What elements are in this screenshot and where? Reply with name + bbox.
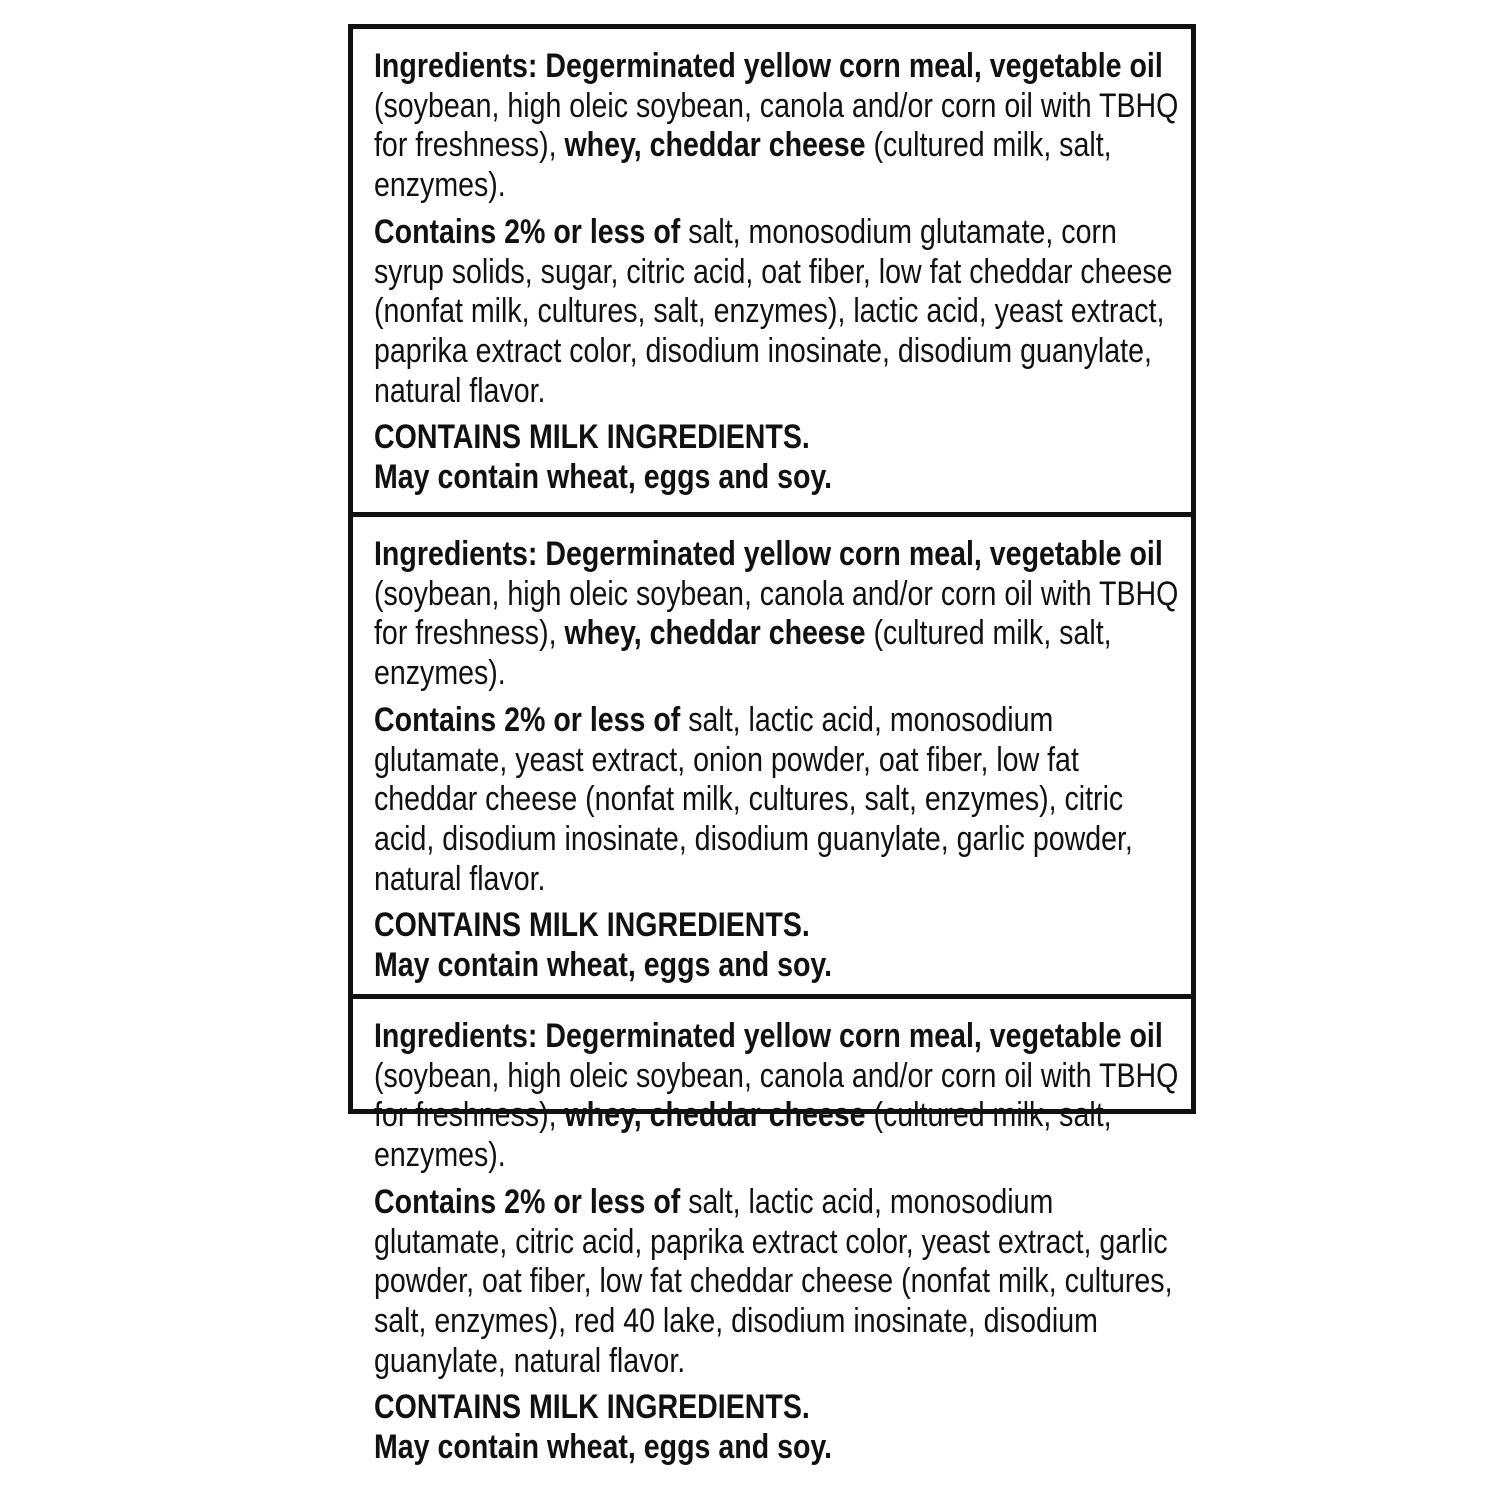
- cheese-detail: (cultured milk, salt, enzymes).: [374, 126, 1112, 205]
- minor-ingredients-list: salt, lactic acid, monosodium glutamate, citric acid, paprika extract color, yeast extract, garlic powder, oat fiber, low fat cheddar cheese (nonfat milk, cultures, salt, enzymes), red 40 lake, disodium inosinate, disodium guanylate, natural flavor.: [374, 1182, 1173, 1380]
- cheddar-cheese-label: cheddar cheese: [649, 614, 866, 653]
- may-contain-text: May contain wheat, eggs and soy.: [374, 1428, 833, 1467]
- ingredients-lead: Ingredients: Degerminated yellow corn meal,: [374, 535, 982, 573]
- contains-milk-text: CONTAINS MILK INGREDIENTS.: [374, 418, 810, 457]
- cheddar-cheese-label: cheddar cheese: [649, 1096, 866, 1135]
- whey-label: whey,: [564, 1096, 642, 1135]
- ingredients-lead: Ingredients: Degerminated yellow corn meal,: [374, 47, 982, 85]
- main-ingredients-text: [374, 1017, 1180, 1176]
- ingredients-lead: Ingredients: Degerminated yellow corn meal,: [374, 1017, 982, 1055]
- oil-detail: (soybean, high oleic soybean, canola and/or corn oil with TBHQ for freshness),: [374, 574, 1179, 653]
- minor-ingredients-text: [374, 701, 1180, 900]
- vegetable-oil-label: vegetable oil: [989, 47, 1163, 85]
- cheese-detail: (cultured milk, salt, enzymes).: [374, 1096, 1112, 1175]
- main-ingredients-text: [374, 535, 1180, 694]
- minor-ingredients-list: salt, lactic acid, monosodium glutamate, yeast extract, onion powder, oat fiber, low fat cheddar cheese (nonfat milk, cultures, salt, enzymes), citric acid, disodium inosinate, disodium guanylate, garlic powder, natural flavor.: [374, 700, 1133, 898]
- main-ingredients-text: [374, 47, 1180, 206]
- ingredients-label: [348, 24, 1196, 1467]
- minor-ingredients-text: [374, 213, 1180, 412]
- ingredient-panel-2: [353, 512, 1191, 994]
- contains-milk-text: CONTAINS MILK INGREDIENTS.: [374, 1388, 810, 1427]
- vegetable-oil-label: vegetable oil: [989, 535, 1163, 573]
- cheddar-cheese-label: cheddar cheese: [649, 126, 866, 165]
- minor-ingredients-lead: Contains 2% or less of: [374, 1182, 681, 1221]
- may-contain-text: May contain wheat, eggs and soy.: [374, 946, 833, 985]
- minor-ingredients-lead: Contains 2% or less of: [374, 700, 681, 739]
- allergen-statement: [374, 1388, 1180, 1467]
- ingredient-panel-1: [353, 29, 1191, 512]
- contains-milk-text: CONTAINS MILK INGREDIENTS.: [374, 906, 810, 945]
- whey-label: whey,: [564, 614, 642, 653]
- cheese-detail: (cultured milk, salt, enzymes).: [374, 614, 1112, 693]
- minor-ingredients-text: [374, 1183, 1180, 1382]
- vegetable-oil-label: vegetable oil: [989, 1017, 1163, 1055]
- minor-ingredients-list: salt, monosodium glutamate, corn syrup solids, sugar, citric acid, oat fiber, low fat cheddar cheese (nonfat milk, cultures, salt, enzymes), lactic acid, yeast extract, paprika extract color, disodium inosinate, disodium guanylate, natural flavor.: [374, 212, 1173, 410]
- allergen-statement: [374, 418, 1180, 497]
- may-contain-text: May contain wheat, eggs and soy.: [374, 458, 833, 497]
- oil-detail: (soybean, high oleic soybean, canola and/or corn oil with TBHQ for freshness),: [374, 1056, 1179, 1135]
- allergen-statement: [374, 906, 1180, 985]
- minor-ingredients-lead: Contains 2% or less of: [374, 212, 681, 251]
- ingredient-panel-3: [353, 994, 1191, 1467]
- oil-detail: (soybean, high oleic soybean, canola and/or corn oil with TBHQ for freshness),: [374, 86, 1179, 165]
- whey-label: whey,: [564, 126, 642, 165]
